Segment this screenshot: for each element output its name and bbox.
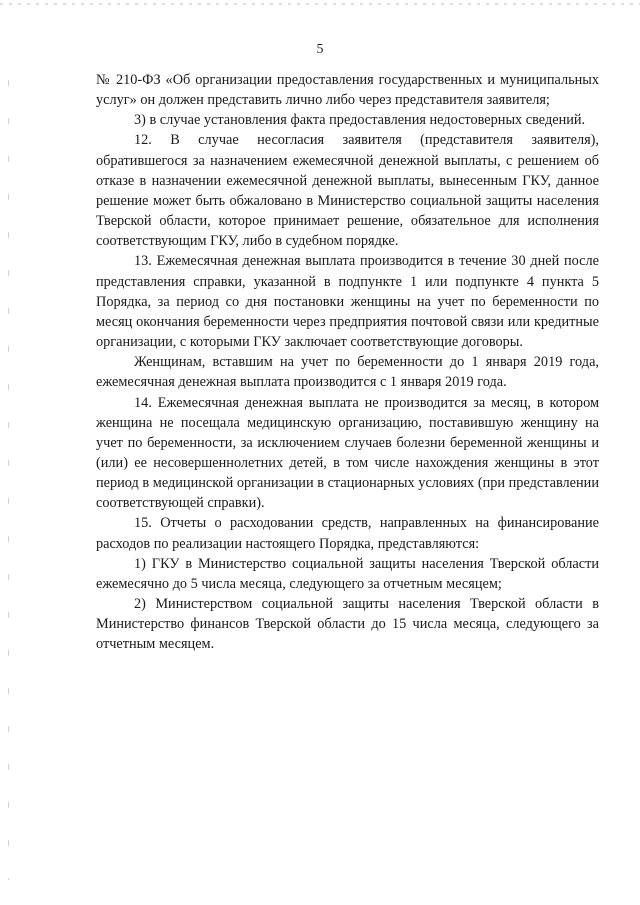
- paragraph-item-3: 3) в случае установления факта предоставления недостоверных сведений.: [134, 112, 586, 129]
- paragraph-continuation: № 210-ФЗ «Об организации предоставления государственных и муниципальных услуг» он должен представить лично либо через представителя заявителя;: [96, 72, 599, 109]
- page-number: 5: [316, 42, 324, 57]
- document-body: [96, 70, 599, 655]
- scan-margin-artifact: [8, 80, 9, 880]
- paragraph-note-2019: Женщинам, вставшим на учет по беременности до 1 января 2019 года, ежемесячная денежная выплата производится с 1 января 2019 года.: [96, 354, 599, 391]
- paragraph-clause-13: 13. Ежемесячная денежная выплата производится в течение 30 дней после представления справки, указанной в подпункте 1 или подпункте 4 пункта 5 Порядка, за период со дня постановки женщины на учет по беременности по месяц окончания беременности через предприятия почтовой связи или кредитные организации, с которыми ГКУ заключает соответствующие договоры.: [96, 253, 599, 351]
- scan-edge-artifact: [0, 3, 640, 5]
- paragraph-clause-15-item-2: 2) Министерством социальной защиты населения Тверской области в Министерство финансов Тверской области до 15 числа месяца, следующего за отчетным месяцем.: [96, 596, 599, 653]
- paragraph-clause-15: 15. Отчеты о расходовании средств, направленных на финансирование расходов по реализации настоящего Порядка, представляются:: [96, 515, 599, 552]
- paragraph-clause-15-item-1: 1) ГКУ в Министерство социальной защиты населения Тверской области ежемесячно до 5 числа месяца, следующего за отчетным месяцем;: [96, 555, 599, 592]
- paragraph-clause-14: 14. Ежемесячная денежная выплата не производится за месяц, в котором женщина не посещала медицинскую организацию, поставившую женщину на учет по беременности, за исключением случаев болезни беременной женщины и (или) ее несовершеннолетних детей, в том числе нахождения женщины в этот период в медицинской организации в стационарных условиях (при представлении соответствующей справки).: [96, 394, 599, 512]
- paragraph-clause-12: 12. В случае несогласия заявителя (представителя заявителя), обратившегося за назначением ежемесячной денежной выплаты, с решением об отказе в назначении ежемесячной денежной выплаты, вынесенным ГКУ, данное решение может быть обжаловано в Министерство социальной защиты населения Тверской области, которое принимает решение, обязательное для исполнения соответствующим ГКУ, либо в судебном порядке.: [96, 132, 599, 250]
